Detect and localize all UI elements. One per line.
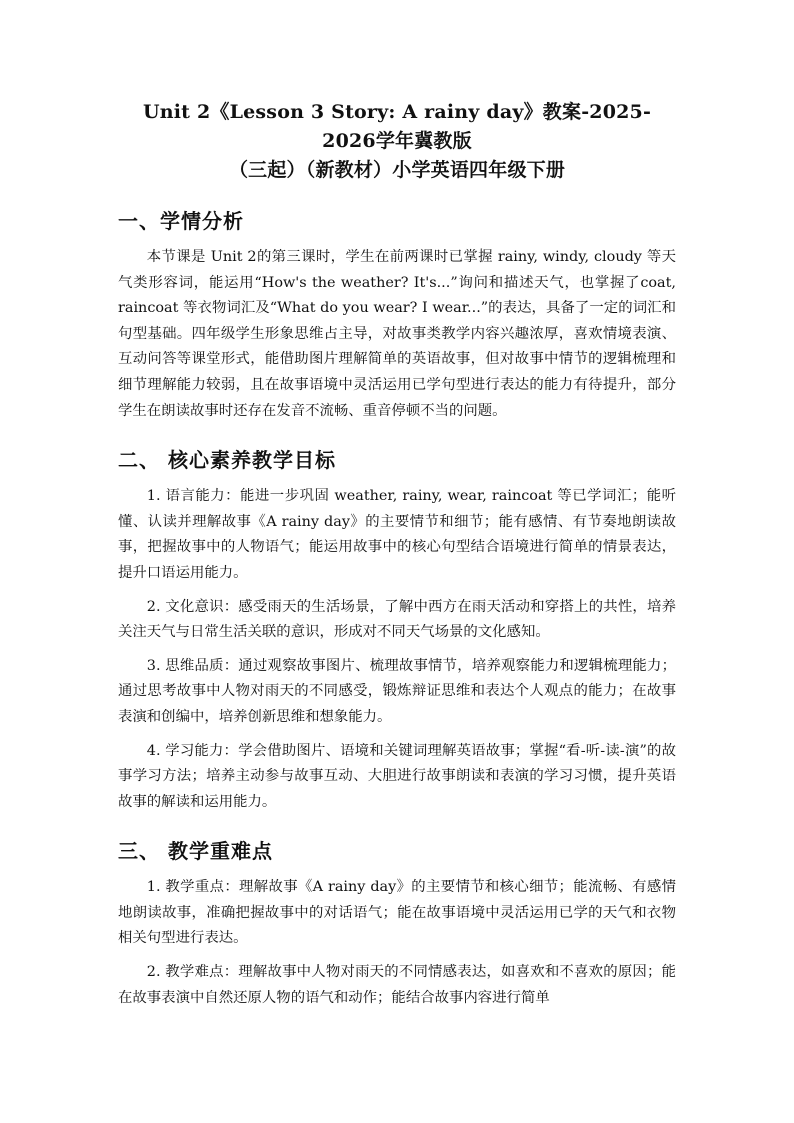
section-heading: 二、 核心素养教学目标 bbox=[118, 448, 336, 473]
objective-item: 2. 文化意识：感受雨天的生活场景，了解中西方在雨天活动和穿搭上的共性，培养关注天气与日常生活关联的意识，形成对不同天气场景的文化感知。 bbox=[118, 598, 676, 641]
paragraph: 本节课是 Unit 2的第三课时，学生在前两课时已掌握 rainy, windy, cloudy 等天气类形容词，能运用“How's the weather? It's...”询问和描述天气，也掌握了coat, raincoat 等衣物词汇及“What do you wear? I wear...”的表达，具备了一定的词汇和句型基础。四年级学生形象思维占主导，对故事类教学内容兴趣浓厚，喜欢情境表演、互动问答等课堂形式，能借助图片理解简单的英语故事，但对故事中情节的逻辑梳理和细节理解能力较弱，且在故事语境中灵活运用已学句型进行表达的能力有待提升，部分学生在朗读故事时还存在发音不流畅、重音停顿不当的问题。 bbox=[118, 249, 676, 419]
objective-item: 1. 语言能力：能进一步巩固 weather, rainy, wear, raincoat 等已学词汇；能听懂、认读并理解故事《A rainy day》的主要情节和细节；能有感情、有节奏地朗读故事，把握故事中的人物语气；能运用故事中的核心句型结合语境进行简单的情景表达，提升口语运用能力。 bbox=[118, 488, 676, 581]
document-title-line-1: Unit 2《Lesson 3 Story: A rainy day》教案-2025-2026学年冀教版 bbox=[142, 101, 652, 152]
objective-item: 4. 学习能力：学会借助图片、语境和关键词理解英语故事；掌握“看-听-读-演”的故事学习方法；培养主动参与故事互动、大胆进行故事朗读和表演的学习习惯，提升英语故事的解读和运用能力。 bbox=[118, 742, 676, 810]
key-point-item: 1. 教学重点：理解故事《A rainy day》的主要情节和核心细节；能流畅、有感情地朗读故事，准确把握故事中的对话语气；能在故事语境中灵活运用已学的天气和衣物相关句型进行表达。 bbox=[118, 879, 676, 947]
document-title-line-2: （三起）（新教材）小学英语四年级下册 bbox=[228, 159, 566, 181]
section-teaching-objectives bbox=[118, 446, 676, 815]
section-heading: 三、 教学重难点 bbox=[118, 839, 273, 864]
difficult-point-item: 2. 教学难点：理解故事中人物对雨天的不同情感表达，如喜欢和不喜欢的原因；能在故事表演中自然还原人物的语气和动作；能结合故事内容进行简单 bbox=[118, 964, 676, 1006]
section-heading: 一、学情分析 bbox=[118, 209, 244, 233]
document-title bbox=[118, 98, 676, 185]
objective-item: 3. 思维品质：通过观察故事图片、梳理故事情节，培养观察能力和逻辑梳理能力；通过思考故事中人物对雨天的不同感受，锻炼辩证思维和表达个人观点的能力；在故事表演和创编中，培养创新思维和想象能力。 bbox=[118, 657, 676, 725]
section-learner-analysis bbox=[118, 207, 676, 424]
section-key-difficult-points bbox=[118, 837, 676, 1011]
